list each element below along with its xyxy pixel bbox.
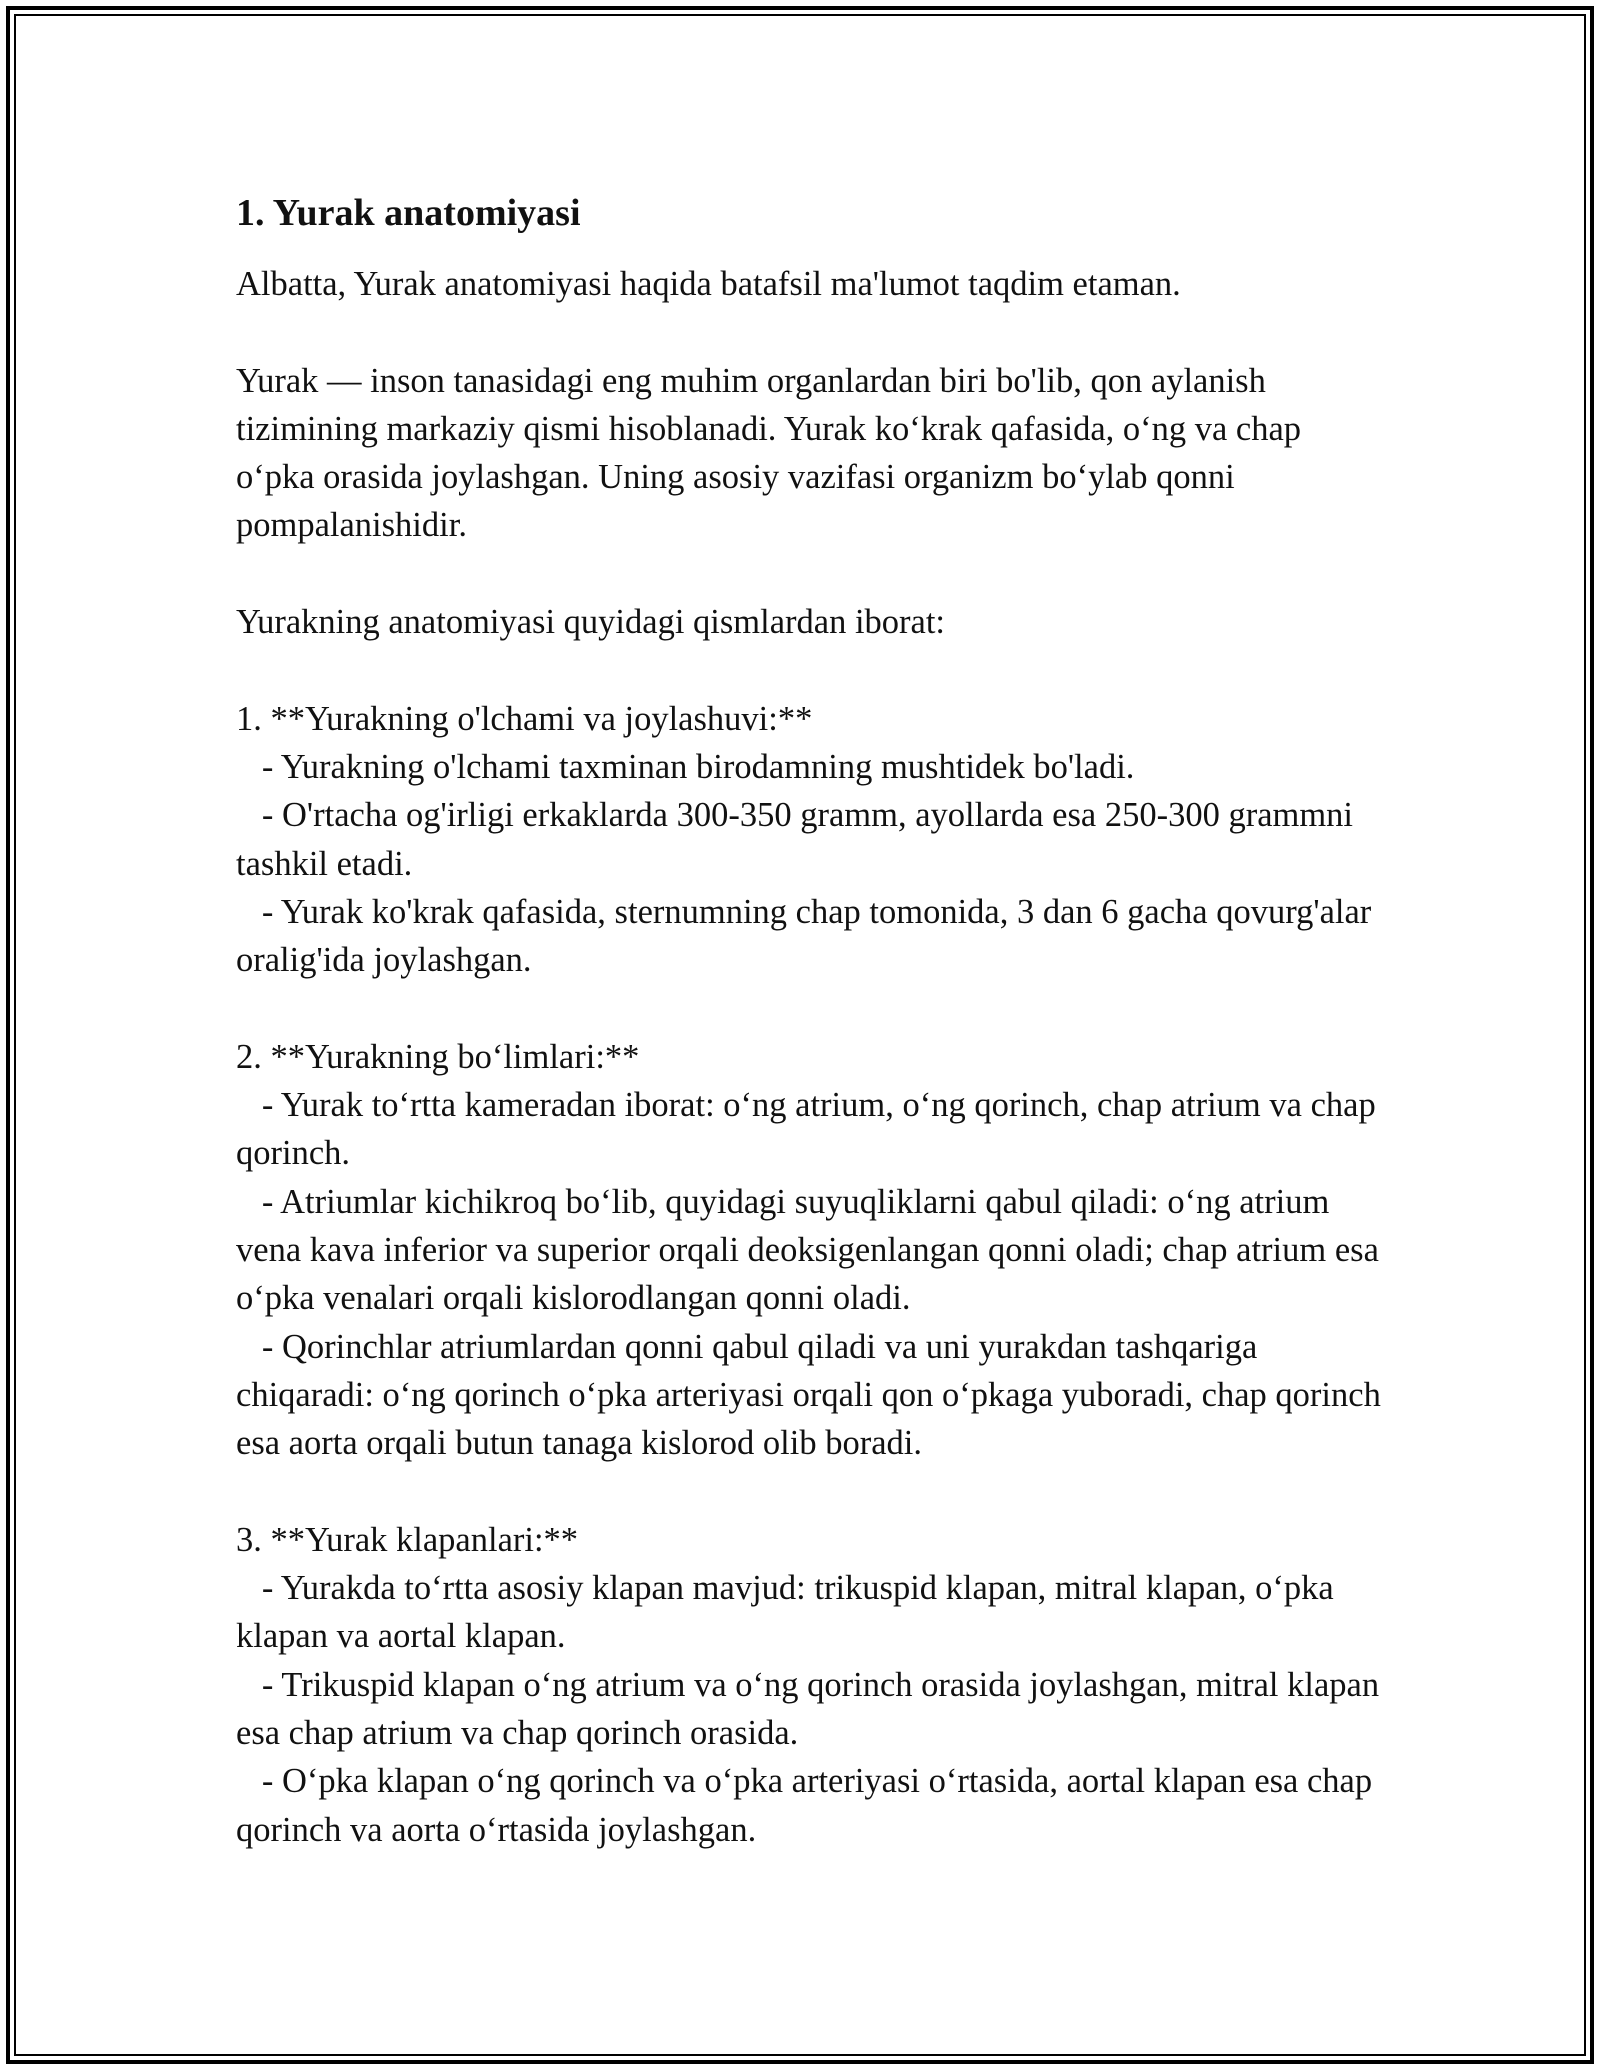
section-chambers xyxy=(236,1033,1390,1468)
list-item: - Yurak to‘rtta kameradan iborat: o‘ng atrium, o‘ng qorinch, chap atrium va chap qorinch. xyxy=(236,1086,1385,1173)
section-heading: 1. **Yurakning o'lchami va joylashuvi:** xyxy=(236,699,813,738)
document-title: 1. Yurak anatomiyasi xyxy=(236,192,581,234)
intro-paragraph: Albatta, Yurak anatomiyasi haqida batafsil ma'lumot taqdim etaman. xyxy=(236,265,1181,303)
list-item: - Yurakda to‘rtta asosiy klapan mavjud: trikuspid klapan, mitral klapan, o‘pka klapan va aortal klapan. xyxy=(236,1569,1343,1656)
list-intro-paragraph: Yurakning anatomiyasi quyidagi qismlardan iborat: xyxy=(236,603,946,642)
section-heading: 3. **Yurak klapanlari:** xyxy=(236,1520,579,1559)
list-item: - O'rtacha og'irligi erkaklarda 300-350 gramm, ayollarda esa 250-300 grammni tashkil etadi. xyxy=(236,796,1362,883)
list-item: - Yurakning o'lchami taxminan birodamning mushtidek bo'ladi. xyxy=(236,747,1135,786)
spacer xyxy=(236,550,1386,598)
overview-paragraph: Yurak — inson tanasidagi eng muhim organlardan biri bo'lib, qon aylanish tizimining markaziy qismi hisoblanadi. Yurak ko‘krak qafasida, o‘ng va chap o‘pka orasida joylashgan. Uning asosiy vazifasi organizm bo‘ylab qonni pompalanishidir. xyxy=(236,361,1310,545)
section-heading: 2. **Yurakning bo‘limlari:** xyxy=(236,1037,640,1076)
spacer xyxy=(236,646,1386,694)
list-item: - Yurak ko'krak qafasida, sternumning chap tomonida, 3 dan 6 gacha qovurg'alar oralig'ida joylashgan. xyxy=(236,892,1380,980)
section-size-location xyxy=(236,695,1386,985)
spacer xyxy=(236,1467,1386,1515)
list-item: - Atriumlar kichikroq bo‘lib, quyidagi suyuqliklarni qabul qiladi: o‘ng atrium vena kava inferior va superior orqali deoksigenlangan qonni oladi; chap atrium esa o‘pka venalari orqali kislorodlangan qonni oladi. xyxy=(236,1182,1388,1318)
spacer xyxy=(236,308,1386,356)
list-item: - Trikuspid klapan o‘ng atrium va o‘ng qorinch orasida joylashgan, mitral klapan esa chap atrium va chap qorinch orasida. xyxy=(236,1665,1388,1752)
section-valves xyxy=(236,1516,1386,1854)
spacer xyxy=(236,984,1386,1032)
list-item: - O‘pka klapan o‘ng qorinch va o‘pka arteriyasi o‘rtasida, aortal klapan esa chap qorinch va aorta o‘rtasida joylashgan. xyxy=(236,1762,1381,1849)
document-body xyxy=(236,188,1390,1854)
list-item: - Qorinchlar atriumlardan qonni qabul qiladi va uni yurakdan tashqariga chiqaradi: o‘ng qorinch o‘pka arteriyasi orqali qon o‘pkaga yuboradi, chap qorinch esa aorta orqali butun tanaga kislorod olib boradi. xyxy=(236,1327,1390,1463)
